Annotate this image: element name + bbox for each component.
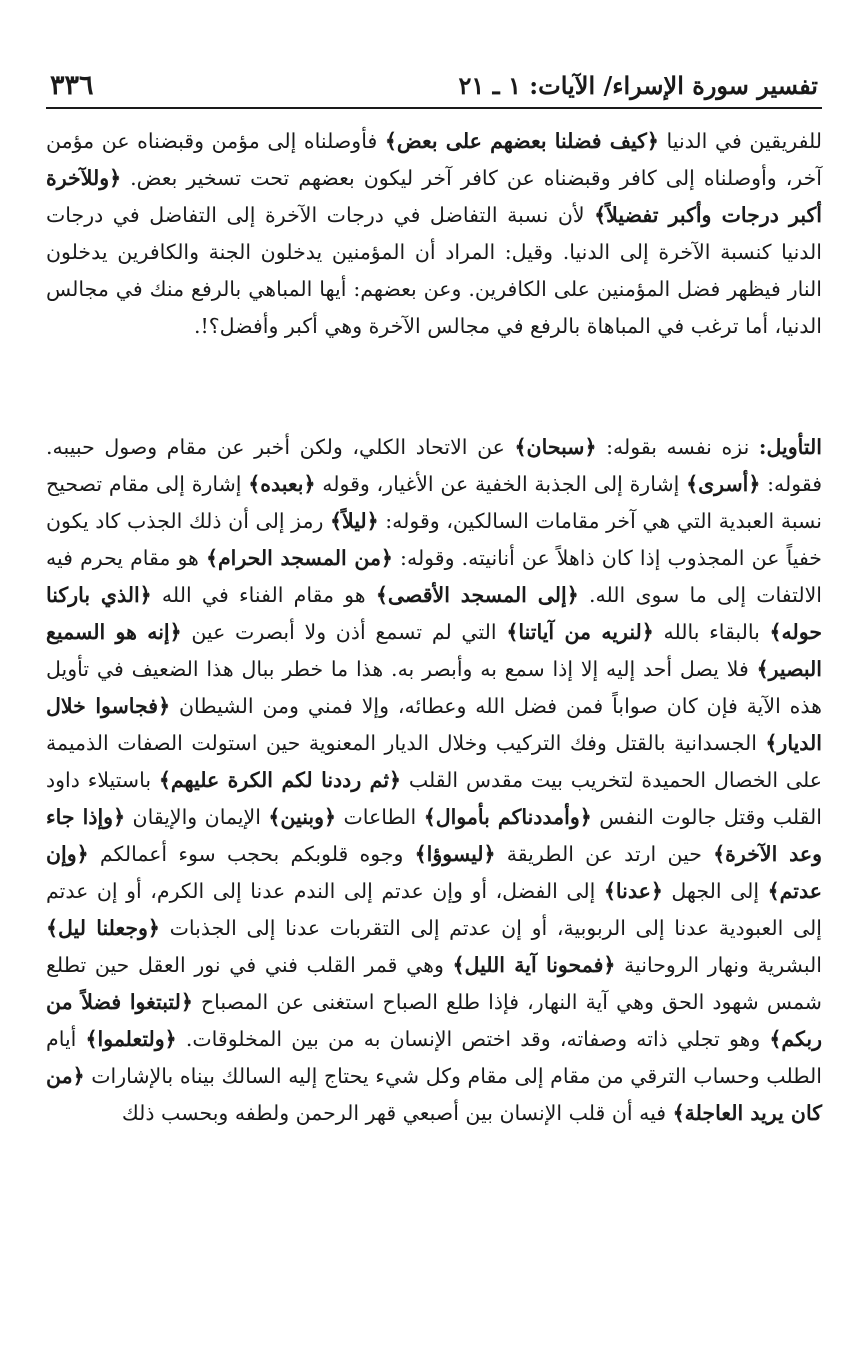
quran-quote: ﴿لتبتغوا فضلاً من ربكم﴾	[46, 990, 823, 1051]
body-text: فأوصلناه إلى مؤمن وقبضناه عن مؤمن آخر، وأوصلناه إلى كافر وقبضناه عن كافر آخر ليكون بعضهم تحت تسخير بعض.	[46, 129, 822, 190]
body-text: عن الاتحاد الكلي، ولكن أخبر عن مقام وصول حبيبه. فقوله:	[46, 435, 822, 496]
quran-quote: ﴿الذي باركنا حوله﴾	[46, 583, 823, 644]
body-text: وهي قمر القلب فني في نور العقل حين تطلع شمس شهود الحق وهي آية النهار، فإذا طلع الصباح استغنى عن المصباح	[46, 953, 822, 1014]
body-text: الجسدانية بالقتل وفك التركيب وخلال الديار المعنوية حين استولت الصفات الذميمة على الخصال الحميدة لتخريب بيت مقدس القلب	[46, 731, 822, 792]
running-title: تفسير سورة الإسراء/ الآيات: ١ ـ ٢١	[458, 71, 818, 100]
quran-quote: ﴿ولتعلموا﴾	[85, 1027, 177, 1051]
body-text: وجوه قلوبكم بحجب سوء أعمالكم	[88, 842, 415, 866]
body-text: التي لم تسمع أذن ولا أبصرت عين	[181, 620, 507, 644]
body-text: فيه أن قلب الإنسان بين أصبعي قهر الرحمن ولطفه وبحسب ذلك	[121, 1101, 673, 1125]
quran-quote: ﴿كيف فضلنا بعضهم على بعض﴾	[384, 129, 659, 153]
quran-quote: ﴿لنريه من آياتنا﴾	[506, 620, 654, 644]
body-text: رمز إلى أن ذلك الجذب كاد يكون خفياً عن المجذوب إذا كان ذاهلاً عن أنانيته. وقوله:	[46, 509, 822, 570]
quran-quote: ﴿من المسجد الحرام﴾	[205, 546, 393, 570]
body-text: بالبقاء بالله	[653, 620, 770, 644]
body-text: إلى الفضل، أو وإن عدتم إلى الندم عدنا إلى الكرم، أو إن عدتم إلى العبودية عدنا إلى الربوبية، أو إن عدتم إلى التقربات عدنا إلى الجذبات	[46, 879, 822, 940]
body-text: البشرية ونهار الروحانية	[615, 953, 822, 977]
quran-quote: التأويل:	[758, 435, 822, 459]
body-text: إلى الجهل	[662, 879, 768, 903]
body-text: باستيلاء داود القلب وقتل جالوت النفس	[46, 768, 822, 829]
quran-quote: ﴿وإذا جاء وعد الآخرة﴾	[46, 805, 822, 866]
quran-quote: ﴿ثم رددنا لكم الكرة عليهم﴾	[158, 768, 402, 792]
quran-quote: ﴿فجاسوا خلال الديار﴾	[46, 694, 822, 755]
body-text: نزه نفسه بقوله:	[596, 435, 759, 459]
quran-quote: ﴿وجعلنا ليل﴾	[46, 916, 160, 940]
quran-quote: ﴿إنه هو السميع البصير﴾	[46, 620, 822, 681]
quran-quote: ﴿وإن عدتم﴾	[46, 842, 822, 903]
body-text: هو مقام الفناء في الله	[151, 583, 376, 607]
quran-quote: ﴿أسرى﴾	[686, 472, 761, 496]
paragraph-tawil	[46, 429, 822, 1132]
body-text: لأن نسبة التفاضل في درجات الآخرة إلى التفاضل في درجات الدنيا كنسبة الآخرة إلى الدنيا. وقيل: المراد أن المؤمنين يدخلون الجنة والكافرين يدخلون النار فيظهر فضل المؤمنين على الكافرين. وعن بعضهم: أيها المباهي بالرفع منك في مجالس الدنيا، أما ترغب في المباهاة بالرفع في مجالس الآخرة وهي أكبر وأفضل؟!.	[46, 203, 822, 338]
body-text: حين ارتد عن الطريقة	[495, 842, 714, 866]
body-text: إشارة إلى الجذبة الخفية عن الأغيار، وقوله	[315, 472, 687, 496]
body-text: الطاعات	[336, 805, 424, 829]
paragraph-commentary	[46, 123, 822, 345]
page-number: ٣٣٦	[50, 70, 94, 101]
body-text: للفريقين في الدنيا	[658, 129, 822, 153]
quran-quote: ﴿وأمددناكم بأموال﴾	[423, 805, 592, 829]
quran-quote: ﴿سبحان﴾	[514, 435, 597, 459]
body-text: هو مقام يحرم فيه الالتفات إلى ما سوى الله.	[46, 546, 822, 607]
body-text: فلا يصل أحد إليه إلا إذا سمع به وأبصر به. هذا ما خطر ببال هذا الضعيف في تأويل هذه الآية فإن كان صواباً فمن فضل الله وعطائه، وإلا فمني ومن الشيطان	[46, 657, 822, 718]
body-text: وهو تجلي ذاته وصفاته، وقد اختص الإنسان به من بين المخلوقات.	[176, 1027, 770, 1051]
body-text: أيام الطلب وحساب الترقي من مقام إلى مقام وكل شيء يحتاج إليه السالك بيناه بالإشارات	[46, 1027, 822, 1088]
quran-quote: ﴿وبنين﴾	[268, 805, 336, 829]
page-header	[46, 70, 822, 109]
quran-quote: ﴿عدنا﴾	[603, 879, 663, 903]
quran-quote: ﴿بعبده﴾	[248, 472, 316, 496]
body-text: إشارة إلى مقام تصحيح نسبة العبدية التي هي آخر مقامات السالكين، وقوله:	[46, 472, 823, 533]
body-text: الإيمان والإيقان	[125, 805, 269, 829]
quran-quote: ﴿من كان يريد العاجلة﴾	[46, 1064, 822, 1125]
quran-quote: ﴿إلى المسجد الأقصى﴾	[375, 583, 579, 607]
quran-quote: ﴿وللآخرة أكبر درجات وأكبر تفضيلاً﴾	[46, 166, 822, 227]
quran-quote: ﴿ليلاً﴾	[329, 509, 379, 533]
quran-quote: ﴿فمحونا آية الليل﴾	[452, 953, 616, 977]
quran-quote: ﴿ليسوؤا﴾	[414, 842, 496, 866]
